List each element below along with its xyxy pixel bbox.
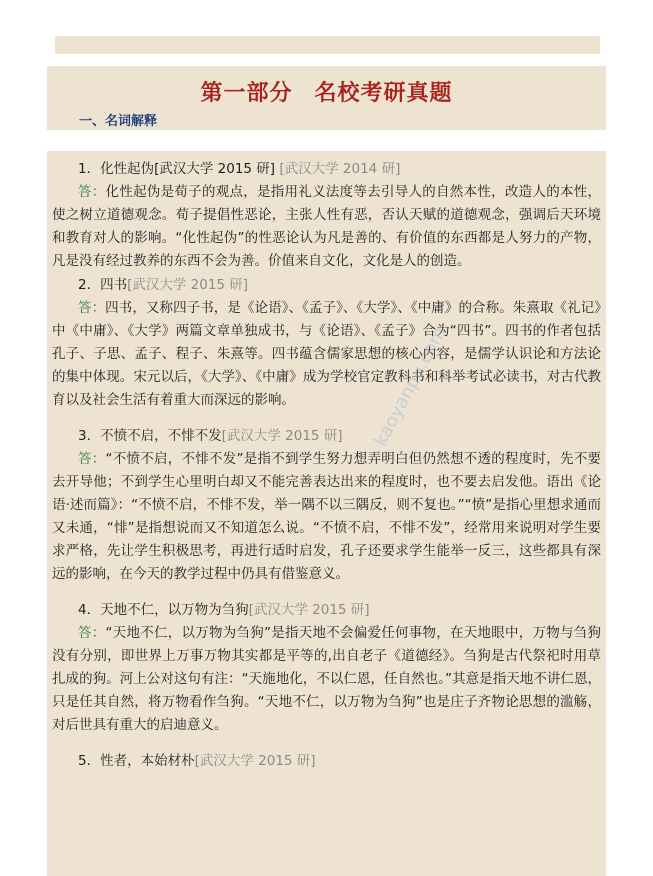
entry-source: [武汉大学 2015 研]	[248, 602, 370, 618]
section-title: 一、名词解释	[79, 114, 158, 129]
entry-heading	[52, 424, 601, 448]
part-label: 第一部分	[200, 81, 293, 106]
answer-label: 答：	[78, 184, 106, 200]
part-title-text: 名校考研真题	[314, 81, 453, 106]
entry-answer	[52, 181, 601, 273]
entry-term: 1．化性起伪[武汉大学 2015 研]	[78, 161, 276, 177]
entry-term: 5．性者，本始材朴	[78, 753, 195, 769]
top-bar	[55, 36, 600, 54]
entry-5	[52, 749, 601, 773]
entry-term: 4．天地不仁，以万物为刍狗	[78, 602, 249, 618]
entry-source: [武汉大学 2015 研]	[127, 277, 249, 293]
entry-source: [武汉大学 2015 研]	[221, 428, 343, 444]
answer-text: 化性起伪是荀子的观点，是指用礼义法度等去引导人的自然本性，改造人的本性，使之树立道德观念。荀子提倡性恶论，主张人性有恶，否认天赋的道德观念，强调后天环境和教育对人的影响。“化性起伪”的性恶论认为凡是善的、有价值的东西都是人努力的产物，凡是没有经过教养的东西不会为善。价值来自文化，文化是人的创造。	[52, 184, 602, 269]
answer-text: “不愤不启，不悱不发”是指不到学生努力想弄明白但仍然想不透的程度时，先不要去开导他；不到学生心里明白却又不能完善表达出来的程度时，也不要去启发他。语出《论语·述而篇》：“不愤不启，不悱不发，举一隅不以三隅反，则不复也。”“愤”是指心里想求通而又未通，“悱”是指想说而又不知道怎么说。“不愤不启，不悱不发”，经常用来说明对学生要求严格，先让学生积极思考，再进行适时启发，孔子还要求学生能举一反三，这些都具有深远的影响，在今天的教学过程中仍具有借鉴意义。	[52, 451, 601, 582]
answer-label: 答：	[78, 300, 106, 316]
entry-heading	[52, 157, 601, 181]
header-box	[47, 66, 606, 130]
entry-source: [武汉大学 2015 研]	[194, 753, 316, 769]
answer-text: 四书，又称四子书，是《论语》、《孟子》、《大学》、《中庸》的合称。朱熹取《礼记》中《中庸》、《大学》两篇文章单独成书，与《论语》、《孟子》合为“四书”。四书的作者包括孔子、子思、孟子、程子、朱熹等。四书蕴含儒家思想的核心内容，是儒学认识论和方法论的集中体现。宋元以后，《大学》、《中庸》成为学校官定教科书和科举考试必读书，对古代教育以及社会生活有着重大而深远的影响。	[52, 300, 602, 408]
entry-heading	[52, 598, 601, 622]
watermark: kaoyanpu.com	[370, 323, 451, 450]
entry-heading	[52, 273, 601, 297]
entry-term: 2．四书	[78, 277, 128, 293]
answer-label: 答：	[78, 625, 106, 641]
page-title	[47, 76, 606, 107]
entry-3	[52, 424, 601, 586]
entry-term: 3．不愤不启，不悱不发	[78, 428, 222, 444]
entry-heading	[52, 749, 601, 773]
entry-answer	[52, 297, 601, 412]
entry-answer	[52, 622, 601, 737]
entry-2	[52, 273, 601, 412]
entry-1	[52, 157, 601, 273]
entry-4	[52, 598, 601, 737]
entry-answer	[52, 448, 601, 586]
entry-source: [武汉大学 2014 研]	[279, 161, 401, 177]
answer-text: “天地不仁，以万物为刍狗”是指天地不会偏爱任何事物，在天地眼中，万物与刍狗没有分别，即世界上万事万物其实都是平等的,出自老子《道德经》。刍狗是古代祭祀时用草扎成的狗。河上公对这句有注：“天施地化，不以仁恩，任自然也。”其意是指天地不讲仁恩，只是任其自然，将万物看作刍狗。“天地不仁，以万物为刍狗”也是庄子齐物论思想的滥觞，对后世具有重大的启迪意义。	[52, 625, 601, 733]
content-box	[47, 151, 606, 876]
answer-label: 答：	[78, 451, 106, 467]
